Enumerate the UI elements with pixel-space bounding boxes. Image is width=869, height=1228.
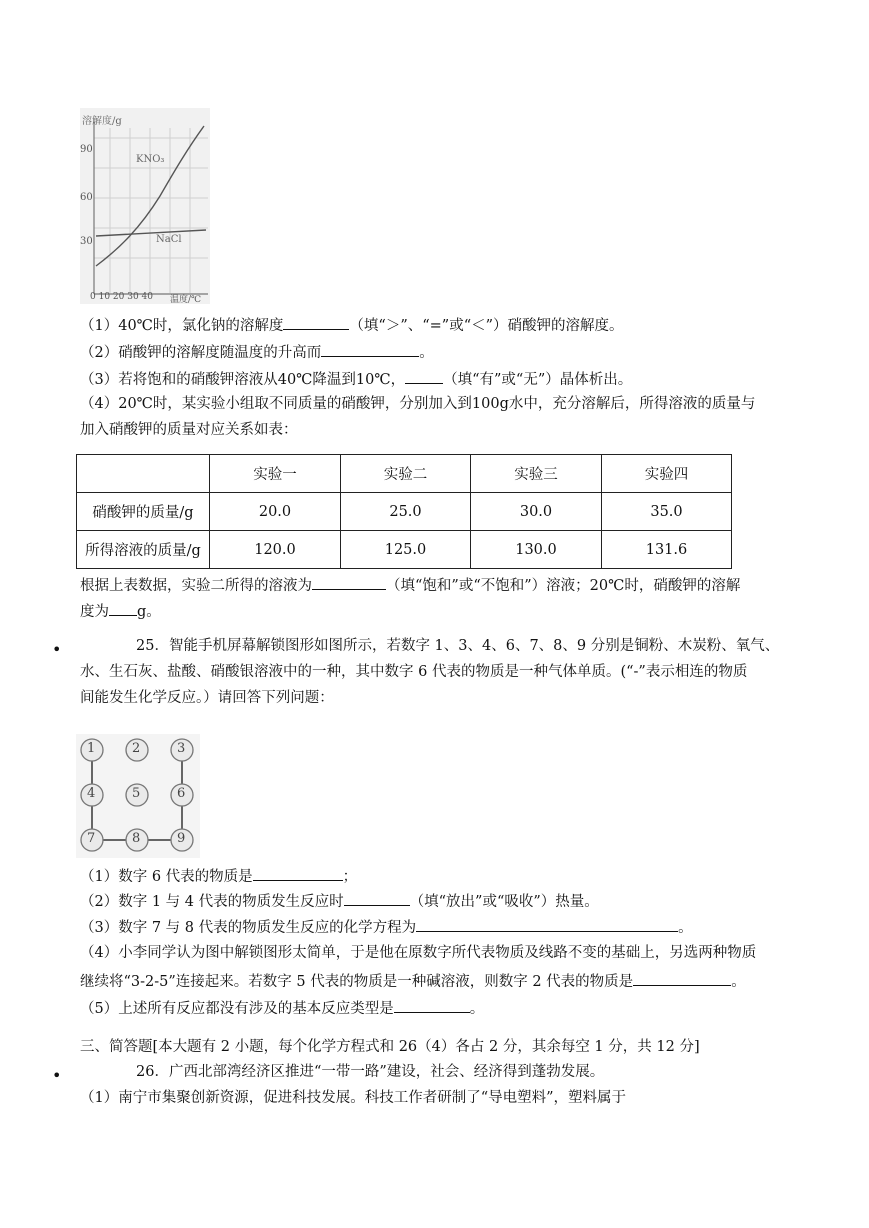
node-2: 2 [132,741,141,756]
table-row: 硝酸钾的质量/g 20.0 25.0 30.0 35.0 [77,493,732,531]
section-3-title: 三、简答题[本大题有 2 小题，每个化学方程式和 26（4）各占 2 分，其余每空 1 分，共 12 分] [80,1039,700,1055]
y-tick-90: 90 [80,144,93,155]
q24-blank-5[interactable] [109,600,137,616]
q24-line-1: （1）40℃时，氯化钠的溶解度 （填“＞”、“=”或“＜”）硝酸钾的溶解度。 [80,314,624,336]
q24-line-7: 度为 g。 [80,600,161,622]
y-axis-title: 溶解度/g [82,116,122,127]
node-8: 8 [132,831,141,846]
q25-blank-3[interactable] [416,916,678,932]
x-axis-title: 温度/℃ [170,295,202,305]
q24-line-5: 加入硝酸钾的质量对应关系如表： [80,422,298,438]
node-1: 1 [87,741,96,756]
q24-line-6: 根据上表数据，实验二所得的溶液为 （填“饱和”或“不饱和”）溶液；20℃时，硝酸钾的溶解 [80,574,740,596]
table-row: 实验一 实验二 实验三 实验四 [77,455,732,493]
y-tick-60: 60 [80,192,93,203]
q24-blank-4[interactable] [312,574,386,590]
q25-para-1: 25．智能手机屏幕解锁图形如图所示，若数字 1、3、4、6、7、8、9 分别是铜粉、木炭粉、氧气、 [136,638,780,654]
q24-blank-3[interactable] [405,368,443,384]
node-6: 6 [177,786,186,801]
node-4: 4 [87,786,96,801]
q24-line-3: （3）若将饱和的硝酸钾溶液从40℃降温到10℃， （填“有”或“无”）晶体析出。 [80,368,632,390]
q25-blank-2[interactable] [344,890,410,906]
experiment-table [76,454,732,569]
q25-answer-4: （4）小李同学认为图中解锁图形太简单，于是他在原数字所代表物质及线路不变的基础上，另选两种物质 [80,945,757,961]
q25-answer-1: （1）数字 6 代表的物质是 ； [80,865,357,887]
x-ticks: 0 10 20 30 40 [90,292,153,302]
q25-bullet: • [52,640,62,659]
kno3-label: KNO₃ [136,154,165,165]
q25-para-3: 间能发生化学反应。）请回答下列问题： [80,690,334,706]
q24-blank-1[interactable] [283,314,349,330]
q26-bullet: • [52,1066,62,1085]
q25-answer-3: （3）数字 7 与 8 代表的物质发生反应的化学方程为 。 [80,916,693,938]
node-9: 9 [177,831,186,846]
q25-para-2: 水、生石灰、盐酸、硝酸银溶液中的一种，其中数字 6 代表的物质是一种气体单质。(“-”表示相连的物质 [80,664,748,680]
q25-answer-5: （5）上述所有反应都没有涉及的基本反应类型是 。 [80,997,484,1019]
node-3: 3 [177,741,186,756]
q24-line-2: （2）硝酸钾的溶解度随温度的升高而 。 [80,341,434,363]
q24-blank-2[interactable] [321,341,419,357]
q26-para-2: （1）南宁市集聚创新资源，促进科技发展。科技工作者研制了“导电塑料”，塑料属于 [80,1090,627,1106]
node-5: 5 [132,786,141,801]
nacl-label: NaCl [156,234,182,245]
q24-line-4: （4）20℃时，某实验小组取不同质量的硝酸钾，分别加入到100g水中，充分溶解后，所得溶液的质量与 [80,396,756,412]
unlock-pattern-figure [76,734,200,858]
q25-blank-4[interactable] [633,970,731,986]
q25-answer-4b: 继续将“3-2-5”连接起来。若数字 5 代表的物质是一种碱溶液，则数字 2 代表的物质是 。 [80,970,746,992]
q26-para-1: 26．广西北部湾经济区推进“一带一路”建设，社会、经济得到蓬勃发展。 [136,1064,605,1080]
node-7: 7 [87,831,96,846]
q25-blank-5[interactable] [394,997,470,1013]
q25-blank-1[interactable] [253,865,343,881]
table-row: 所得溶液的质量/g 120.0 125.0 130.0 131.6 [77,531,732,569]
solubility-chart-svg [80,108,215,308]
y-tick-30: 30 [80,236,93,247]
q25-answer-2: （2）数字 1 与 4 代表的物质发生反应时 （填“放出”或“吸收”）热量。 [80,890,599,912]
solubility-chart [80,108,215,308]
